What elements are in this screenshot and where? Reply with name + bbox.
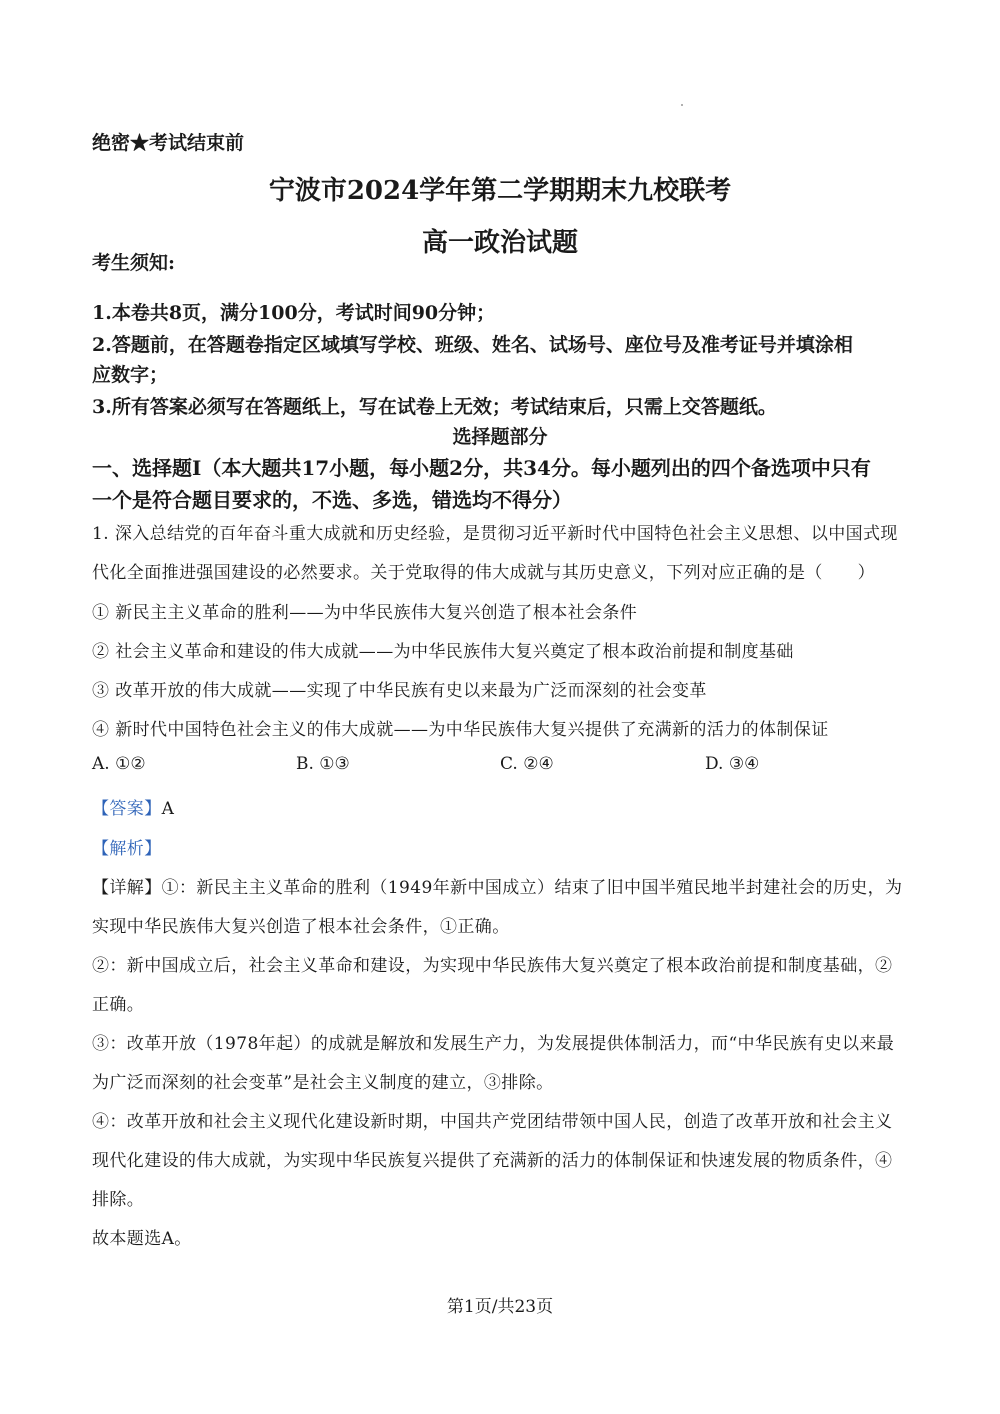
option-a: A. ①②	[92, 754, 146, 774]
notice-item: 1.本卷共8页，满分100分，考试时间90分钟；	[92, 302, 496, 324]
analysis-label: 【解析】	[92, 839, 162, 859]
detail-line: 排除。	[92, 1190, 145, 1210]
question-stem: 1. 深入总结党的百年奋斗重大成就和历史经验，是贯彻习近平新时代中国特色社会主义思想、以中国式现	[92, 524, 898, 544]
question-stem: 代化全面推进强国建设的必然要求。关于党取得的伟大成就与其历史意义，下列对应正确的是（ ）	[92, 563, 875, 583]
exam-title: 宁波市2024学年第二学期期末九校联考	[268, 176, 732, 206]
detail-line: 实现中华民族伟大复兴创造了根本社会条件，①正确。	[92, 917, 510, 937]
statement: ① 新民主主义革命的胜利——为中华民族伟大复兴创造了根本社会条件	[92, 603, 638, 623]
statement: ② 社会主义革命和建设的伟大成就——为中华民族伟大复兴奠定了根本政治前提和制度基础	[92, 642, 794, 662]
section-title: 选择题部分	[452, 426, 548, 448]
part-instruction: 一、选择题Ⅰ（本大题共17小题，每小题2分，共34分。每小题列出的四个备选项中只有	[92, 456, 871, 480]
exam-subtitle: 高一政治试题	[421, 228, 578, 258]
answer-label: 【答案】	[92, 799, 162, 819]
detail-line: 【详解】①：新民主主义革命的胜利（1949年新中国成立）结束了旧中国半殖民地半封建社会的历史，为	[92, 878, 903, 898]
notice-item: 应数字；	[92, 364, 169, 386]
detail-line: 故本题选A。	[92, 1229, 192, 1249]
answer-value: A	[161, 799, 175, 819]
scan-speck	[681, 104, 683, 106]
detail-line: ③：改革开放（1978年起）的成就是解放和发展生产力，为发展提供体制活力，而“中华民族有史以来最	[92, 1034, 895, 1054]
option-b: B. ①③	[296, 754, 350, 774]
option-d: D. ③④	[705, 754, 760, 774]
confidential-label: 绝密★考试结束前	[92, 132, 245, 154]
statement: ③ 改革开放的伟大成就——实现了中华民族有史以来最为广泛而深刻的社会变革	[92, 681, 707, 701]
option-c: C. ②④	[500, 754, 554, 774]
detail-line: 现代化建设的伟大成就，为实现中华民族复兴提供了充满新的活力的体制保证和快速发展的物质条件，④	[92, 1151, 893, 1171]
statement: ④ 新时代中国特色社会主义的伟大成就——为中华民族伟大复兴提供了充满新的活力的体制保证	[92, 720, 829, 740]
answer-line	[92, 794, 174, 819]
part-instruction: 一个是符合题目要求的，不选、多选，错选均不得分）	[92, 488, 572, 512]
detail-line: 正确。	[92, 995, 145, 1015]
detail-line: ②：新中国成立后，社会主义革命和建设，为实现中华民族伟大复兴奠定了根本政治前提和制度基础，②	[92, 956, 893, 976]
detail-line: ④：改革开放和社会主义现代化建设新时期，中国共产党团结带领中国人民，创造了改革开放和社会主义	[92, 1112, 893, 1132]
notice-item: 3.所有答案必须写在答题纸上，写在试卷上无效；考试结束后，只需上交答题纸。	[92, 396, 777, 418]
notice-heading: 考生须知:	[92, 252, 176, 274]
detail-line: 为广泛而深刻的社会变革”是社会主义制度的建立，③排除。	[92, 1073, 554, 1093]
page-number: 第1页/共23页	[446, 1297, 554, 1317]
notice-item: 2.答题前，在答题卷指定区域填写学校、班级、姓名、试场号、座位号及准考证号并填涂相	[92, 334, 853, 356]
